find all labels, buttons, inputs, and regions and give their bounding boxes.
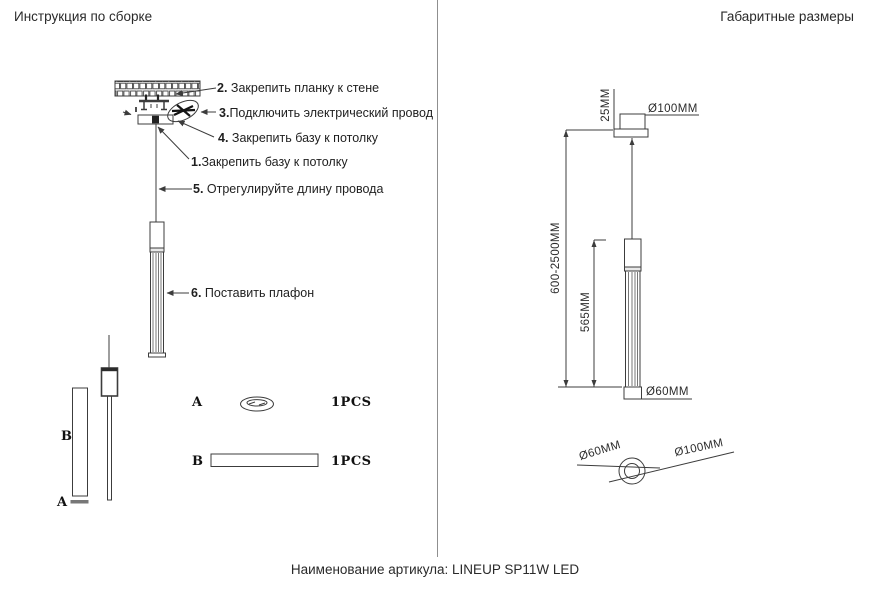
dim-top-view-inner: Ø60MM <box>577 438 623 464</box>
right-panel-title: Габаритные размеры <box>720 9 854 24</box>
parts-list-label-b: B <box>192 454 203 469</box>
left-panel-title: Инструкция по сборке <box>14 9 153 24</box>
step-text: Отрегулируйте длину провода <box>203 182 384 196</box>
dim-shade-length: 565MM <box>580 291 592 333</box>
parts-list-qty-a: 1PCS <box>331 395 372 410</box>
exploded-part-a-label: A <box>57 495 68 510</box>
part-tube-b <box>211 454 318 467</box>
pendant-lamp-side <box>149 222 166 357</box>
parts-list-label-a: A <box>192 395 203 410</box>
assembly-step-4 <box>218 131 378 145</box>
wall-hatch <box>115 81 200 96</box>
assembly-step-1 <box>191 155 348 169</box>
assembly-step-6 <box>191 286 314 300</box>
exploded-part-b-label: B <box>61 429 72 444</box>
assembly-step-5 <box>193 182 383 196</box>
dim-canopy-height: 25MM <box>600 88 612 122</box>
step-number: 3. <box>219 106 230 120</box>
step-number: 1. <box>191 155 202 169</box>
step-text: Подключить электрический провод <box>229 106 433 120</box>
dim-top-view-outer: Ø100MM <box>673 436 725 460</box>
dimension-wire <box>630 138 635 239</box>
dimension-lines <box>558 130 622 387</box>
assembly-step-3 <box>219 106 433 120</box>
panel-divider <box>437 0 438 557</box>
step-text: Закрепить планку к стене <box>227 81 380 95</box>
exploded-view <box>71 335 118 504</box>
pendant-lamp-dimensioned <box>624 239 692 399</box>
dim-suspension-range: 600-2500MM <box>550 222 562 294</box>
step-number: 6. <box>191 286 202 300</box>
step-text: Поставить плафон <box>201 286 315 300</box>
step-text: Закрепить базу к потолку <box>228 131 379 145</box>
parts-list-qty-b: 1PCS <box>331 454 372 469</box>
mounting-bracket <box>139 101 169 110</box>
step-number: 2. <box>217 81 228 95</box>
step-number: 4. <box>218 131 229 145</box>
article-caption: Наименование артикула: LINEUP SP11W LED <box>290 562 580 577</box>
dim-shade-diameter: Ø60MM <box>646 386 689 398</box>
part-ring-a <box>241 397 274 411</box>
screw-arrow-detail <box>123 107 136 115</box>
assembly-step-2 <box>217 81 379 95</box>
wire-connection-detail <box>164 96 201 126</box>
dim-canopy-diameter: Ø100MM <box>648 103 698 115</box>
step-text: Закрепить базу к потолку <box>201 155 348 169</box>
step-number: 5. <box>193 182 204 196</box>
